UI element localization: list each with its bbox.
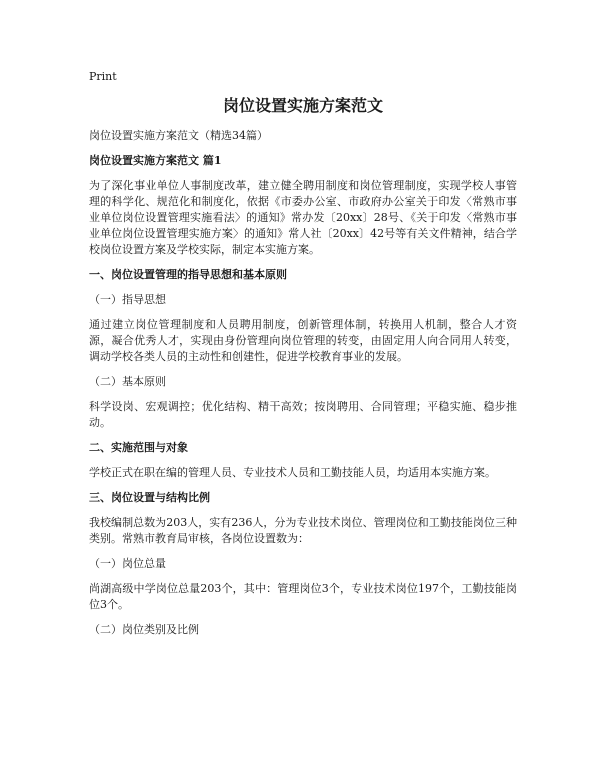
section1-paragraph1: 通过建立岗位管理制度和人员聘用制度，创新管理体制，转换用人机制，整合人才资源，凝合优秀人才，实现由身份管理向岗位管理的转变，由固定用人向合同用人转变，调动学校各类人员的主动性和创建性，促进学校教育事业的发展。	[89, 318, 517, 363]
section1-sub1: （一）指导思想	[89, 293, 166, 306]
document-subtitle: 岗位设置实施方案范文（精选34篇）	[89, 129, 268, 142]
section3-sub1: （一）岗位总量	[89, 557, 166, 570]
section1-sub2: （二）基本原则	[89, 375, 166, 388]
intro-paragraph: 为了深化事业单位人事制度改革，建立健全聘用制度和岗位管理制度，实现学校人事管理的科学化、规范化和制度化，依据《市委办公室、市政府办公室关于印发〈常熟市事业单位岗位设置管理实施看法〉的通知》常办发〔20xx〕28号、《关于印发〈常熟市事业单位岗位设置管理实施方案〉的通知》常人社〔20xx〕42号等有关文件精神，结合学校岗位设置方案及学校实际，制定本实施方案。	[89, 179, 517, 256]
section2-paragraph: 学校正式在职在编的管理人员、专业技术人员和工勤技能人员，均适用本实施方案。	[89, 466, 496, 479]
section3-heading: 三、岗位设置与结构比例	[89, 491, 210, 504]
section3-paragraph2: 尚湖高级中学岗位总量203个，其中：管理岗位3个，专业技术岗位197个，工勤技能岗位3个。	[89, 582, 517, 611]
section1-paragraph2: 科学设岗、宏观调控；优化结构、精干高效；按岗聘用、合同管理；平稳实施、稳步推动。	[89, 400, 517, 429]
article-heading: 岗位设置实施方案范文 篇1	[89, 154, 222, 167]
print-label: Print	[89, 70, 117, 83]
section3-sub2: （二）岗位类别及比例	[89, 623, 199, 636]
document-page	[89, 70, 517, 647]
section2-heading: 二、实施范围与对象	[89, 441, 188, 454]
section1-heading: 一、岗位设置管理的指导思想和基本原则	[89, 268, 287, 281]
section3-paragraph: 我校编制总数为203人，实有236人，分为专业技术岗位、管理岗位和工勤技能岗位三种类别。常熟市教育局审核，各岗位设置数为：	[89, 516, 517, 545]
document-title: 岗位设置实施方案范文	[222, 96, 383, 115]
